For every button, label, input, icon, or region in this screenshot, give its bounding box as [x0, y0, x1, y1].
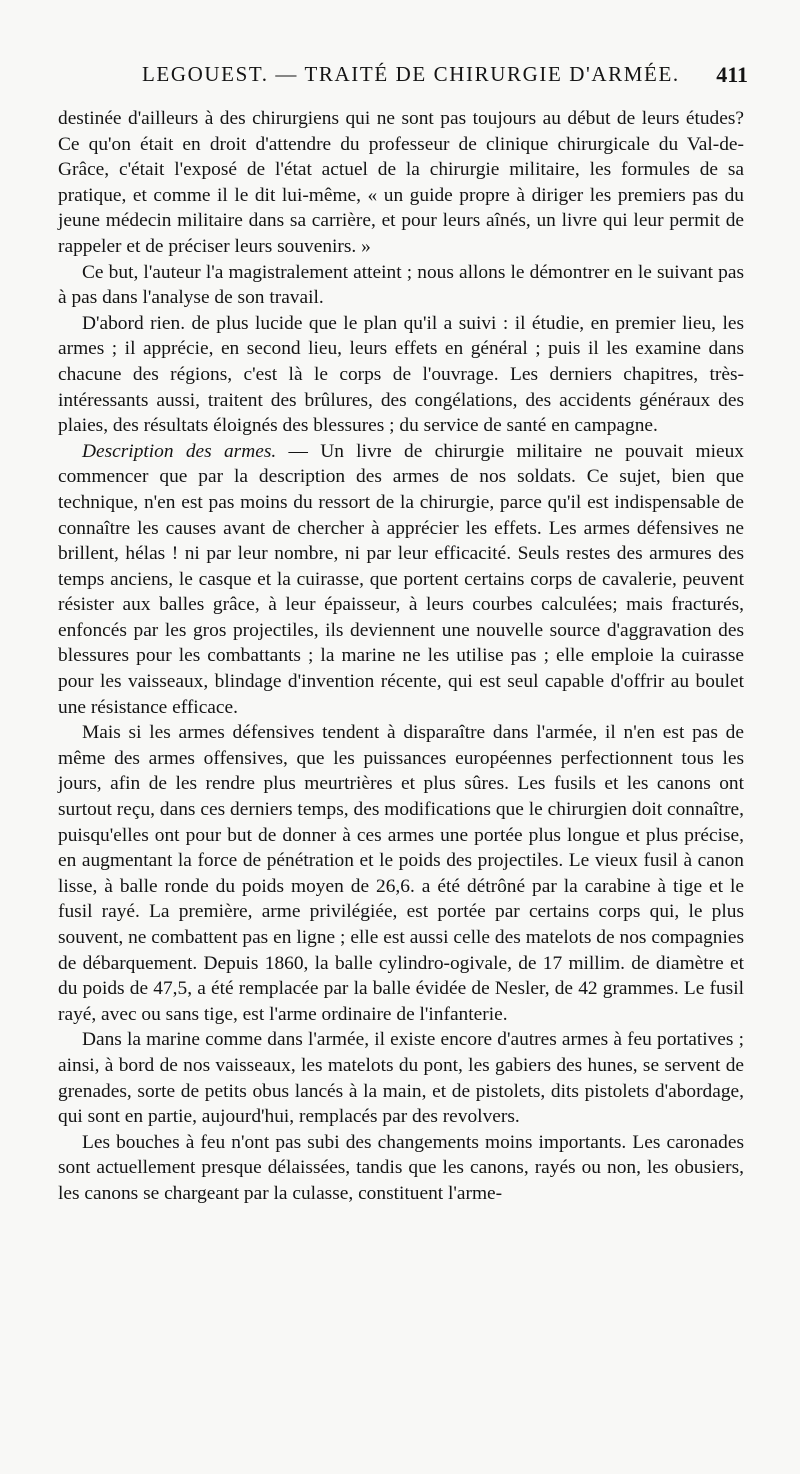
running-title: LEGOUEST. — TRAITÉ DE CHIRURGIE D'ARMÉE. [142, 62, 680, 86]
paragraph [58, 260, 744, 311]
section-title: Description des armes. [82, 440, 277, 462]
paragraph [58, 720, 744, 1027]
paragraph-text: Mais si les armes défensives tendent à disparaître dans l'armée, il n'en est pas de même des armes offensives, que les puissances européennes perfectionnent tous les jours, afin de les rendre plus meurtrières et plus sûres. Les fusils et les canons ont surtout reçu, dans ces derniers temps, des modifications que le chirurgien doit connaître, puisqu'elles ont pour but de donner à ces armes une portée plus longue et plus précise, en augmentant la force de pénétration et le poids des projectiles. Le vieux fusil à canon lisse, à balle ronde du poids moyen de 26,6. a été détrôné par la carabine à tige et le fusil rayé. La première, arme privilégiée, est portée par certains corps qui, le plus souvent, ne combattent pas en ligne ; elle est aussi celle des matelots de nos compagnies de débarquement. Depuis 1860, la balle cylindro-ogivale, de 17 millim. de diamètre et du poids de 47,5, a été remplacée par la balle évidée de Nesler, de 42 grammes. Le fusil rayé, avec ou sans tige, est l'arme ordinaire de l'infanterie. [58, 722, 744, 1025]
paragraph [58, 311, 744, 439]
paragraph [58, 1130, 744, 1207]
paragraph [58, 1027, 744, 1129]
paragraph [58, 439, 744, 721]
running-header [58, 58, 748, 98]
paragraph [58, 106, 744, 260]
body-text [58, 106, 744, 1207]
paragraph-text: — Un livre de chirurgie militaire ne pouvait mieux commencer que par la description des armes de nos soldats. Ce sujet, bien que technique, n'en est pas moins du ressort de la chirurgie, parce qu'il est indispensable de connaître les causes avant de chercher à apprécier les effets. Les armes défensives ne brillent, hélas ! ni par leur nombre, ni par leur efficacité. Seuls restes des armures des temps anciens, le casque et la cuirasse, que portent certains corps de cavalerie, peuvent résister aux balles grâce, à leur épaisseur, à leurs courbes calculées; mais fracturés, enfoncés par les gros projectiles, ils deviennent une nouvelle source d'aggravation des blessures pour les combattants ; la marine ne les utilise pas ; elle emploie la cuirasse pour les vaisseaux, blindage d'invention récente, qui est seul capable d'offrir au boulet une résistance efficace. [58, 440, 744, 718]
paragraph-text: Les bouches à feu n'ont pas subi des changements moins importants. Les caronades sont actuellement presque délaissées, tandis que les canons, rayés ou non, les obusiers, les canons se chargeant par la culasse, constituent l'arme- [58, 1131, 744, 1204]
paragraph-text: Dans la marine comme dans l'armée, il existe encore d'autres armes à feu portatives ; ainsi, à bord de nos vaisseaux, les matelots du pont, les gabiers des hunes, se servent de grenades, sorte de petits obus lancés à la main, et de pistolets, dits pistolets d'abordage, qui sont en partie, aujourd'hui, remplacés par des revolvers. [58, 1029, 744, 1128]
paragraph-text: destinée d'ailleurs à des chirurgiens qui ne sont pas toujours au début de leurs études? Ce qu'on était en droit d'attendre du professeur de clinique chirurgicale du Val-de-Grâce, c'était l'exposé de l'état actuel de la chirurgie militaire, les formules de sa pratique, et comme il le dit lui-même, « un guide propre à diriger les premiers pas du jeune médecin militaire dans sa carrière, et pour leurs aînés, un livre qui leur permit de rappeler et de préciser leurs souvenirs. » [58, 108, 744, 257]
paragraph-text: D'abord rien. de plus lucide que le plan qu'il a suivi : il étudie, en premier lieu, les armes ; il apprécie, en second lieu, leurs effets en général ; puis il les examine dans chacune des régions, c'est là le corps de l'ouvrage. Les derniers chapitres, très-intéressants aussi, traitent des brûlures, des congélations, des accidents généraux des plaies, des résultats éloignés des blessures ; du service de santé en campagne. [58, 312, 744, 437]
paragraph-text: Ce but, l'auteur l'a magistralement atteint ; nous allons le démontrer en le suivant pas à pas dans l'analyse de son travail. [58, 261, 744, 309]
page-number: 411 [716, 62, 748, 87]
